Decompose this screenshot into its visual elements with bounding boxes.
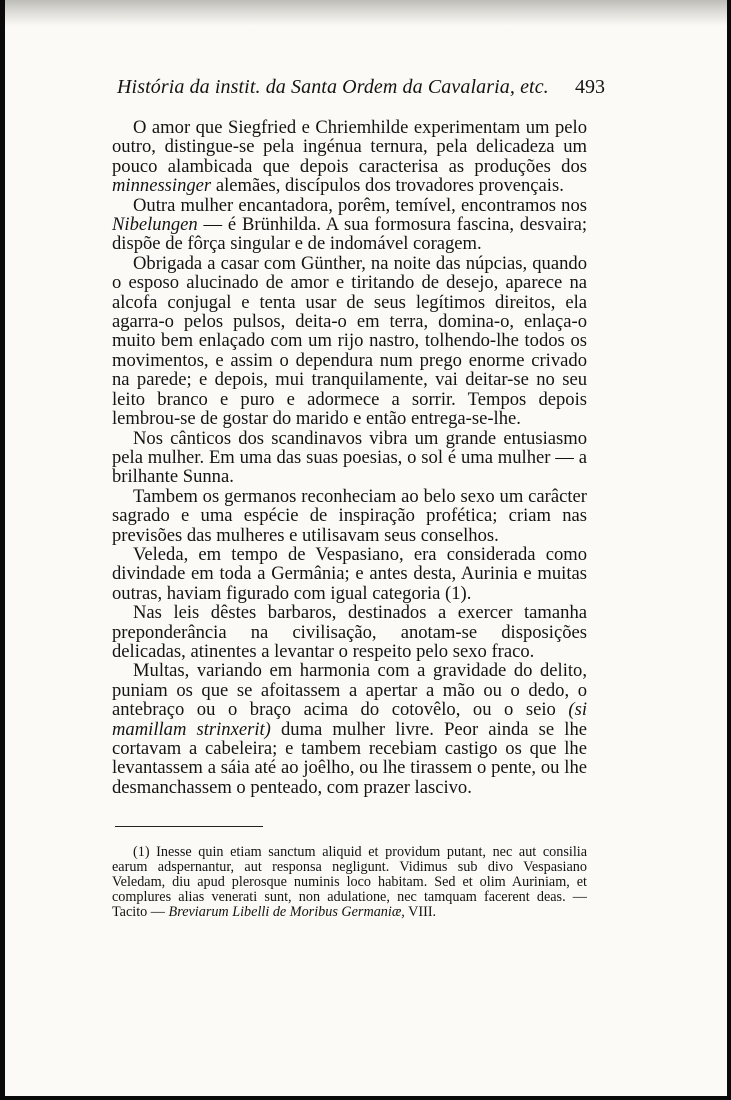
paragraph: Nas leis dêstes barbaros, destinados a exercer tamanha preponderância na civilisação, anotam-se disposições delicadas, atinentes a levantar o respeito pelo sexo fraco. [112, 602, 587, 662]
page-number: 493 [575, 76, 605, 98]
footnote-divider [115, 826, 263, 827]
paragraph: Outra mulher encantadora, porêm, temível, encontramos nos Nibelungen — é Brünhilda. A sua formosura fascina, desvaira; dispõe de fôrça singular e de indomável coragem. [112, 194, 587, 255]
body-text [112, 118, 587, 797]
paragraph: O amor que Siegfried e Chriemhilde experimentam um pelo outro, distingue-se pela ingénua ternura, pela delicadeza um pouco alambicada que depois caracterisa as produções dos minnessinger alemães, discípulos dos trovadores provençais. [112, 117, 587, 197]
paragraph: Multas, variando em harmonia com a gravidade do delito, puniam os que se afoitassem a apertar a mão ou o dedo, o antebraço ou o braço acima do cotovêlo, ou o seio (si mamillam strinxerit) duma mulher livre. Peor ainda se lhe cortavam a cabeleira; e tambem recebiam castigo os que lhe levantassem a sáia até ao joêlho, ou lhe tirassem o pente, ou lhe desmanchassem o penteado, com prazer lascivo. [112, 660, 588, 798]
page-header [117, 76, 605, 104]
paragraph: Obrigada a casar com Günther, na noite das núpcias, quando o esposo alucinado de amor e tiritando de desejo, aparece na alcofa conjugal e tenta usar de seus legítimos direitos, ela agarra-o pelos pulsos, deita-o em terra, domina-o, enlaça-o muito bem enlaçado com um rijo nastro, tolhendo-lhe todos os movimentos, e assim o dependura num prego enorme crivado na parede; e depois, mui tranquilamente, vai deitar-se no seu leito branco e puro e adormece a sorrir. Tempos depois lembrou-se de gostar do marido e então entrega-se-lhe. [112, 252, 587, 430]
footnote: (1) Inesse quin etiam sanctum aliquid et providum putant, nec aut consilia earum adspernantur, aut responsa negligunt. Vidimus sub divo Vespasiano Veledam, diu apud plerosque numinis loco habitam. Sed et olim Auriniam, et complures alias venerati sunt, non adulatione, nec tamquam facerent deas. — Tacito — Breviarum Libelli de Moribus Germaniæ, VIII. [112, 844, 587, 920]
paragraph: Nos cânticos dos scandinavos vibra um grande entusiasmo pela mulher. Em uma das suas poesias, o sol é uma mulher — a brilhante Sunna. [112, 427, 587, 488]
paragraph: Veleda, em tempo de Vespasiano, era considerada como divindade em toda a Germânia; e antes desta, Aurinia e muitas outras, haviam figurado com igual categoria (1). [112, 543, 587, 604]
running-title: História da instit. da Santa Ordem da Cavalaria, etc. [117, 76, 549, 98]
paragraph: Tambem os germanos reconheciam ao belo sexo um carâcter sagrado e uma espécie de inspiração profética; criam nas previsões das mulheres e utilisavam seus conselhos. [112, 485, 587, 546]
scan-shadow [5, 0, 727, 26]
